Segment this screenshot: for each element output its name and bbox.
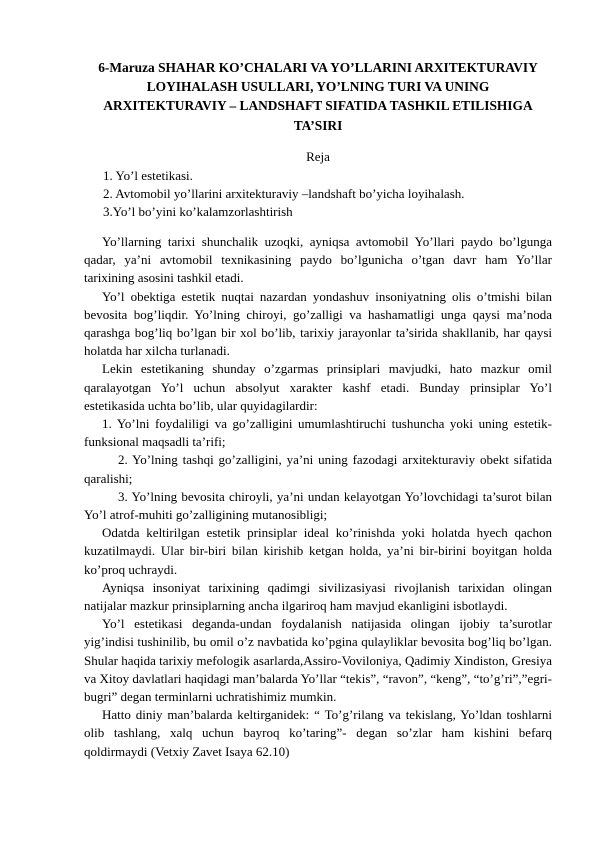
plan-item: 3.Yo’l bo’yini ko’kalamzorlashtirish (103, 204, 293, 220)
plan-item: 1. Yo’l estetikasi. (103, 168, 193, 183)
lecture-title: 6-Maruza SHAHAR KO’CHALARI VA YO’LLARINI ARXITEKTURAVIY LOYIHALASH USULLARI, YO’LNING TURI VA UNING ARXITEKTURAVIY – LANDSHAFT SIFATIDA TASHKIL ETILISHIGA TA’SIRI (98, 60, 538, 133)
paragraph: Odatda keltirilgan estetik prinsiplar ideal ko’rinishda yoki holatda hyech qachon kuzatilmaydi. Ular bir-biri bilan kirishib ketgan holda, ya’ni bir-birini boyitgan holda ko’proq uchraydi. (84, 525, 552, 577)
paragraph: Yo’l obektiga estetik nuqtai nazardan yondashuv insoniyatning olis o’tmishi bilan bevosita bog’liqdir. Yo’lning chiroyi, go’zalligi va hashamatligi unga qaysi ma’noda qarashga bog’liq bo’lgan bir xol bo’lib, tarixiy jarayonlar ta’sirida shakllanib, har qaysi holatda har xilcha turlanadi. (84, 288, 552, 359)
plan-item: 2. Avtomobil yo’llarini arxitekturaviy –landshaft bo’yicha loyihalash. (103, 186, 465, 202)
paragraph: Yo’llarning tarixi shunchalik uzoqki, ayniqsa avtomobil Yo’llari paydo bo’lgunga qadar, ya’ni avtomobil texnikasining paydo bo’lgunicha o’tgan davr ham Yo’llar tarixining asosini tashkil etadi. (84, 234, 552, 286)
body-text (84, 233, 552, 761)
paragraph: Lekin estetikaning shunday o’zgarmas prinsiplari mavjudki, hato mazkur omil qaralayotgan Yo’l uchun absolyut xarakter kashf etadi. Bunday prinsiplar Yo’l estetikasida uchta bo’lib, ular quyidagilardir: (84, 361, 552, 413)
plan-list (103, 167, 553, 222)
paragraph: Hatto diniy man’balarda keltirganidek: “ To’g’rilang va tekislang, Yo’ldan toshlarni olib tashlang, xalq uchun bayroq ko’taring”- degan so’zlar ham kishini befarq qoldirmaydi (Vetxiy Zavet Isaya 62.10) (84, 707, 552, 759)
principle-item: 1. Yo’lni foydaliligi va go’zalligini umumlashtiruchi tushuncha yoki uning estetik-funksional maqsadli ta’rifi; (84, 416, 552, 450)
paragraph: Yo’l estetikasi deganda-undan foydalanish natijasida olingan ijobiy ta’surotlar yig’indisi tushinilib, bu omil o’z navbatida ko’pgina qulayliklar bevosita bog’liq bo’lgan. Shular haqida tarixiy mefologik asarlarda,Assiro-Voviloniya, Qadimiy Xindiston, Gresiya va Xitoy davlatlari haqidagi man’balarda Yo’llar “tekis”, “ravon”, “keng”, “to’g’ri”,”egri-bugri” degan terminlarni uchratishimiz mumkin. (84, 616, 552, 705)
principle-item: 2. Yo’lning tashqi go’zalligini, ya’ni uning fazodagi arxitekturaviy obekt sifatida qaralishi; (84, 452, 552, 486)
plan-heading: Reja (306, 149, 330, 164)
principle-item: 3. Yo’lning bevosita chiroyli, ya’ni undan kelayotgan Yo’lovchidagi ta’surot bilan Yo’l atrof-muhiti go’zalligining mutanosibligi; (84, 488, 552, 523)
paragraph: Ayniqsa insoniyat tarixining qadimgi sivilizasiyasi rivojlanish tarixidan olingan natijalar mazkur prinsiplarning ancha ilgariroq ham mavjud ekanligini isbotlaydi. (84, 579, 552, 614)
